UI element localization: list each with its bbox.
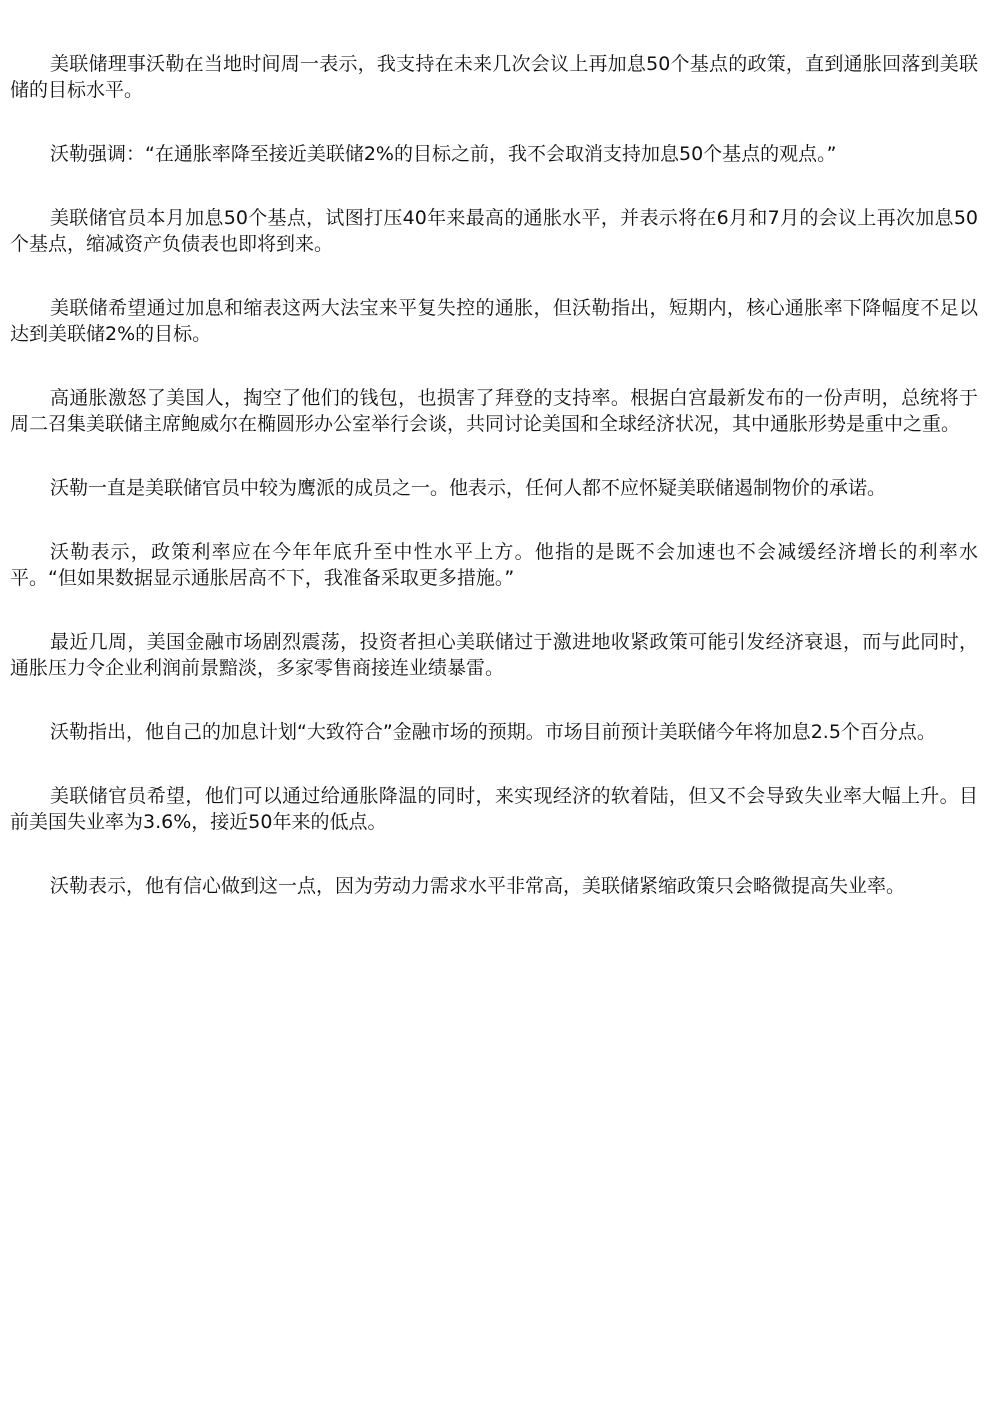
paragraph-10: 美联储官员希望，他们可以通过给通胀降温的同时，来实现经济的软着陆，但又不会导致失业率大幅上升。目前美国失业率为3.6%，接近50年来的低点。 [10, 785, 978, 833]
article-body [10, 51, 978, 899]
paragraph-8: 最近几周，美国金融市场剧烈震荡，投资者担心美联储过于激进地收紧政策可能引发经济衰退，而与此同时，通胀压力令企业利润前景黯淡，多家零售商接连业绩暴雷。 [10, 631, 978, 679]
paragraph-5: 高通胀激怒了美国人，掏空了他们的钱包，也损害了拜登的支持率。根据白宫最新发布的一份声明，总统将于周二召集美联储主席鲍威尔在椭圆形办公室举行会谈，共同讨论美国和全球经济状况，其中通胀形势是重中之重。 [10, 387, 978, 435]
paragraph-2: 沃勒强调：“在通胀率降至接近美联储2%的目标之前，我不会取消支持加息50个基点的观点。” [50, 143, 837, 165]
paragraph-11: 沃勒表示，他有信心做到这一点，因为劳动力需求水平非常高，美联储紧缩政策只会略微提高失业率。 [50, 875, 906, 897]
paragraph-9: 沃勒指出，他自己的加息计划“大致符合”金融市场的预期。市场目前预计美联储今年将加息2.5个百分点。 [50, 721, 936, 743]
paragraph-7: 沃勒表示，政策利率应在今年年底升至中性水平上方。他指的是既不会加速也不会减缓经济增长的利率水平。“但如果数据显示通胀居高不下，我准备采取更多措施。” [10, 541, 978, 589]
paragraph-3: 美联储官员本月加息50个基点，试图打压40年来最高的通胀水平，并表示将在6月和7月的会议上再次加息50个基点，缩减资产负债表也即将到来。 [10, 207, 978, 255]
paragraph-6: 沃勒一直是美联储官员中较为鹰派的成员之一。他表示，任何人都不应怀疑美联储遏制物价的承诺。 [50, 477, 887, 499]
paragraph-1: 美联储理事沃勒在当地时间周一表示，我支持在未来几次会议上再加息50个基点的政策，直到通胀回落到美联储的目标水平。 [10, 53, 978, 101]
paragraph-4: 美联储希望通过加息和缩表这两大法宝来平复失控的通胀，但沃勒指出，短期内，核心通胀率下降幅度不足以达到美联储2%的目标。 [10, 297, 978, 345]
